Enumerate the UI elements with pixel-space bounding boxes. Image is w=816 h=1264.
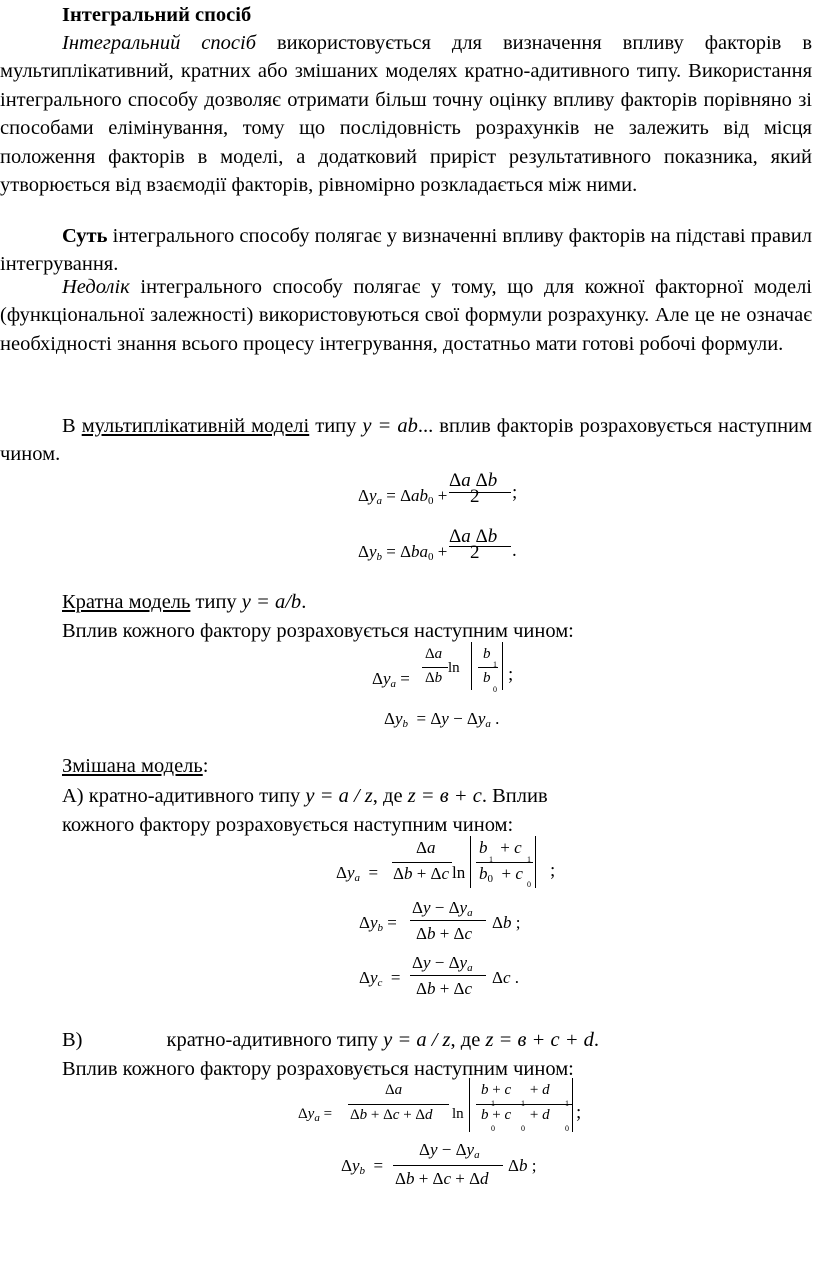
mixed-model-line: Змішана модель:	[62, 755, 209, 777]
essence-paragraph	[0, 222, 812, 279]
mixed-a-formula2: z = в + с	[407, 785, 482, 807]
ratio-model-line: Кратна модель типу y = a/b.	[62, 591, 307, 613]
intro-text: використовується для визначення впливу факторів в мультиплікативний, кратних або змішаних моделях кратно-адитивного типу. Використання інтегрального способу дозволяє отримати більш точну оцінку впливу факторів порівняно зі способами елімінування, тому що послідовність розрахунків не залежить від місця положення факторів в моделі, а додатковий приріст результативного показника, який утворюється від взаємодії факторів, рівномірно розкладається між ними.	[0, 32, 813, 197]
drawback-text: інтегрального способу полягає у тому, що для кожної факторної моделі (функціональної залежності) використовуються свої формули розрахунку. Але це не означає необхідності знання всього процесу інтегрування, достатньо мати готові робочі формули.	[0, 276, 812, 355]
mixed-model-link: Змішана модель	[62, 755, 203, 777]
drawback-paragraph	[0, 273, 812, 358]
mixed-a-formula: y = a / z	[305, 785, 373, 807]
mixed-b-intro: Вплив кожного фактору розраховується наступним чином:	[62, 1058, 574, 1080]
mixed-a-line: А) кратно-адитивного типу y = a / z, де z = в + с. Вплив	[62, 785, 548, 807]
ratio-formula: y = a/b	[241, 591, 302, 613]
page-title: Інтегральний спосіб	[62, 4, 252, 26]
intro-term: Інтегральний спосіб	[62, 32, 257, 54]
multiplicative-model-link: мультиплікативній моделі	[81, 415, 310, 437]
multiplicative-paragraph: В мультиплікативній моделі типу y = ab... вплив факторів розраховується наступним чином.	[0, 415, 812, 466]
multiplicative-formula: y = ab	[362, 415, 418, 437]
essence-term: Суть	[62, 225, 108, 247]
mixed-a-intro: кожного фактору розраховується наступним чином:	[62, 814, 514, 836]
ratio-model-link: Кратна модель	[62, 591, 191, 613]
document-page: Інтегральний спосіб Інтегральний спосіб використовується для визначення впливу факторів в мультиплікативний, кратних або змішаних моделях кратно-адитивного типу. Використання інтегрального способу дозволяє отримати більш точну оцінку впливу факторів порівняно зі способами елімінування, тому що послідовність розрахунків не залежить від місця положення факторів в моделі, а додатковий приріст результативного показника, який утворюється від взаємодії факторів, рівномірно розкладається між ними. Суть інтегрального способу полягає у визначенні впливу факторів на підставі правил інтегрування. Недолік інтегрального способу полягає у тому, що для кожної факторної моделі (функціональної залежності) використовуються свої формули розрахунку. Але це не означає необхідності знання всього процесу інтегрування, достатньо мати готові робочі формули. В мультиплікативній моделі типу y = ab... вплив факторів розраховується наступним чином. $\Delta y_a = \Delta ab_0$ + Δa Δb 2 ; $\Delta y_b = \Delta ba_0$ + Δa Δb 2 . Кратна модель типу y = a/b. Вплив кожного фактору розраховується наступним чином: $\Delta y_a$ = Δa Δb ln b 1 b 0 ; $\Delta y_b = \Delta y - \Delta y_a$ . Змішана модель: А) кратно-адитивного типу y = a / z, де z = в + с. Вплив кожного фактору розраховується наступним чином: $\Delta y_a$ = Δa Δb + Δc ln b + c 1 1 $b_0 + c$ 0 ; $\Delta y_b$ = $\Delta y - \Delta y_a$ Δb + Δc Δb ; $\Delta y_c$ = $\Delta y - \Delta y_a$ Δb + Δc Δc . В) кратно-адитивного типу y = a / z, де z = в + с + d. Вплив кожного фактору розраховується наступним чином: $\Delta y_a$ = Δa Δb + Δc + Δd ln b + c + d 1 1 1 b + c + d 0 0 0 ; $\Delta y_b$ = $\Delta y - \Delta y_a$ Δb + Δc + Δd Δb ;	[0, 4, 813, 1188]
drawback-term: Недолік	[62, 276, 130, 298]
mixed-b-line: В) кратно-адитивного типу y = a / z, де z = в + с + d.	[62, 1029, 600, 1051]
ratio-model-intro: Вплив кожного фактору розраховується наступним чином:	[62, 620, 574, 642]
mixed-b-formula2: z = в + с + d	[485, 1029, 594, 1051]
intro-paragraph	[0, 29, 812, 199]
mixed-b-formula: y = a / z	[383, 1029, 451, 1051]
essence-text: інтегрального способу полягає у визначенні впливу факторів на підставі правил інтегрування.	[0, 225, 812, 276]
